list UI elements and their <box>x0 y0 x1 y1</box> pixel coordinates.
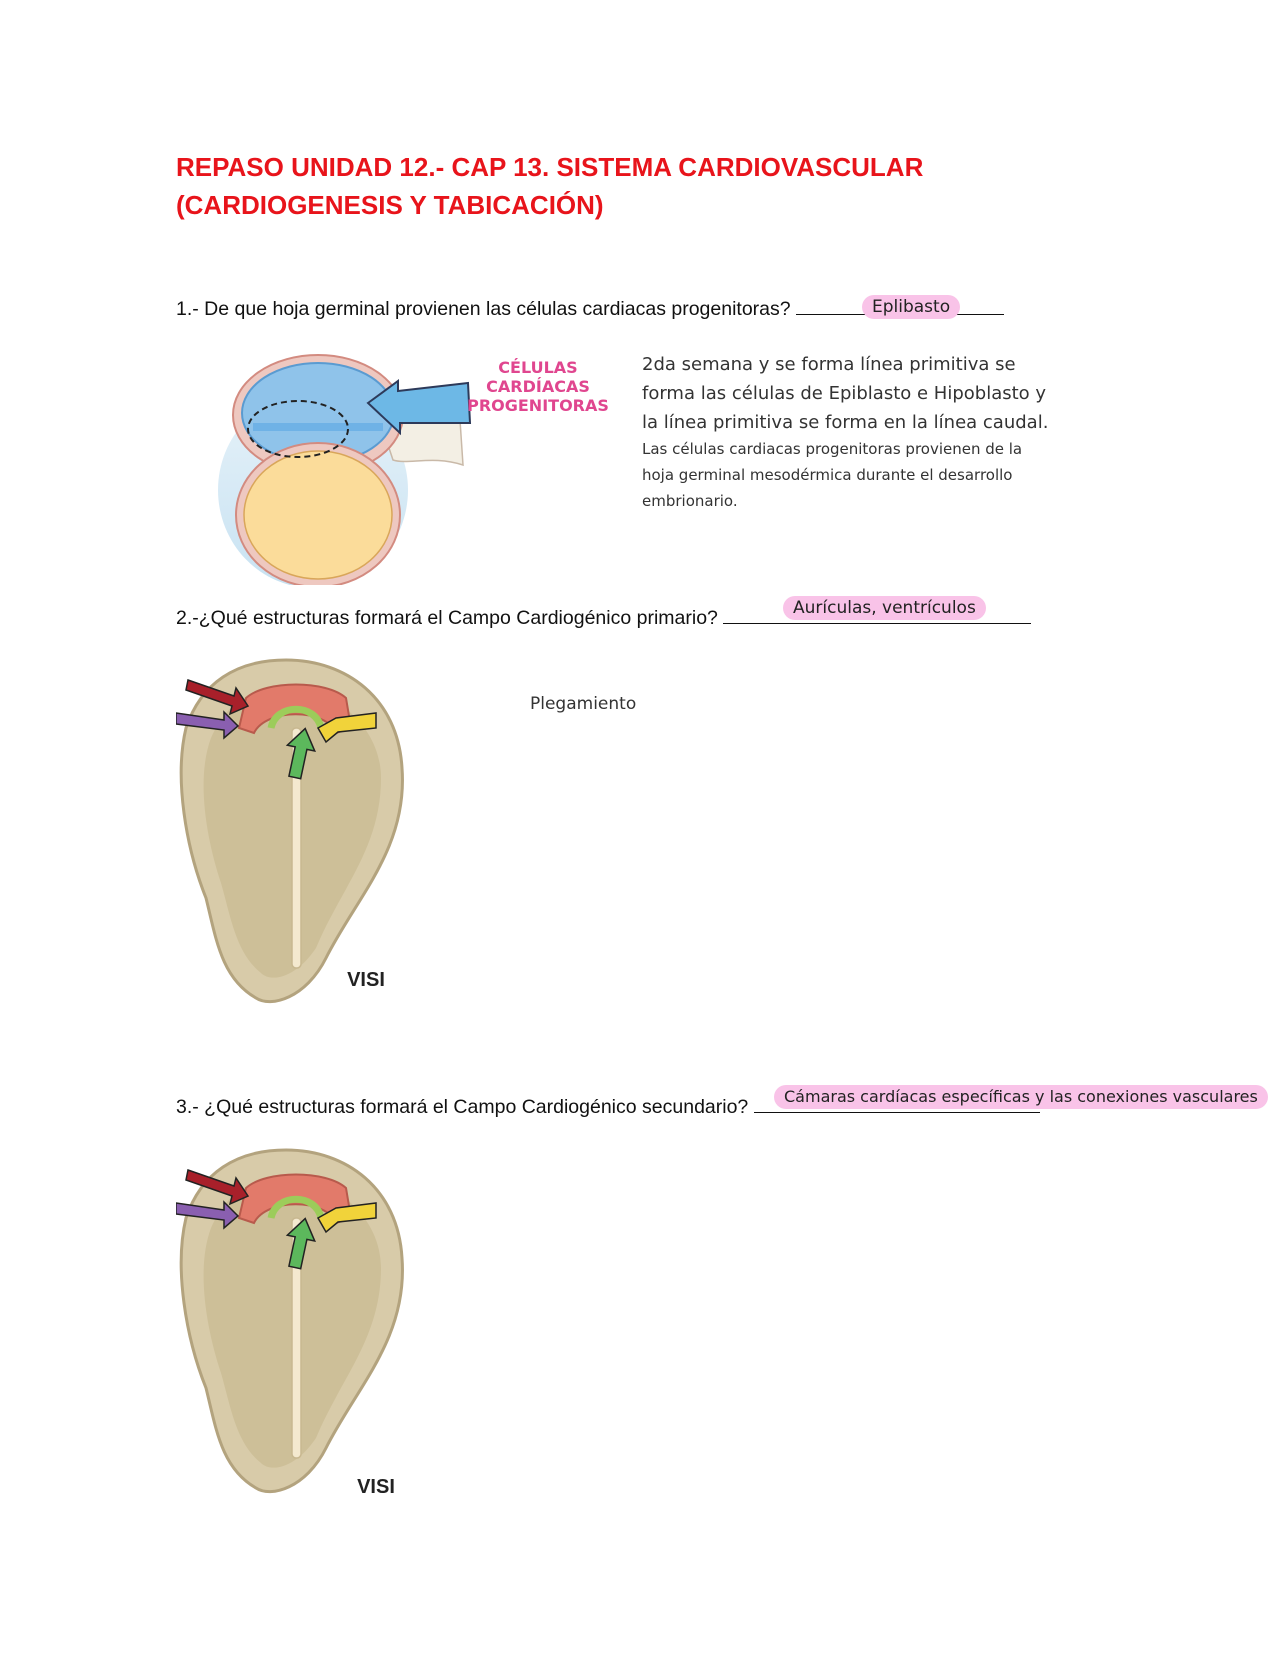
question-1-text: 1.- De que hoja germinal provienen las células cardiacas progenitoras? <box>176 298 791 320</box>
figure-label-line-2: CARDÍACAS <box>486 377 590 396</box>
answer-2-highlight: Aurículas, ventrículos <box>783 596 986 620</box>
embryo-heart-field-figure-2 <box>176 1148 416 1518</box>
figure-label: VISI <box>347 969 385 991</box>
note-1-line: la línea primitiva se forma en la línea caudal. <box>642 412 1049 433</box>
answer-1-highlight: Eplibasto <box>862 295 960 319</box>
note-2: Plegamiento <box>530 694 637 714</box>
note-1 <box>642 350 1048 437</box>
note-1-small-line: Las células cardiacas progenitoras provienen de la <box>642 440 1023 458</box>
figure-label-line-1: CÉLULAS <box>498 358 578 377</box>
embryo-disc-figure <box>218 345 618 585</box>
note-1-line: 2da semana y se forma línea primitiva se <box>642 354 1016 375</box>
note-1-small-line: hoja germinal mesodérmica durante el desarrollo <box>642 466 1013 484</box>
note-1-small <box>642 436 1022 514</box>
question-3-text: 3.- ¿Qué estructuras formará el Campo Cardiogénico secundario? <box>176 1096 749 1118</box>
embryo-heart-field-figure-1 <box>176 658 416 1018</box>
note-1-line: forma las células de Epiblasto e Hipoblasto y <box>642 383 1047 404</box>
question-2-text: 2.-¿Qué estructuras formará el Campo Cardiogénico primario? <box>176 607 718 629</box>
figure-label: VISI <box>357 1476 395 1498</box>
note-1-small-line: embrionario. <box>642 492 738 510</box>
answer-3-highlight: Cámaras cardíacas específicas y las conexiones vasculares <box>774 1085 1268 1109</box>
page-title: REPASO UNIDAD 12.- CAP 13. SISTEMA CARDIOVASCULAR (CARDIOGENESIS Y TABICACIÓN) <box>176 152 924 220</box>
figure-label-line-3: PROGENITORAS <box>467 396 609 415</box>
